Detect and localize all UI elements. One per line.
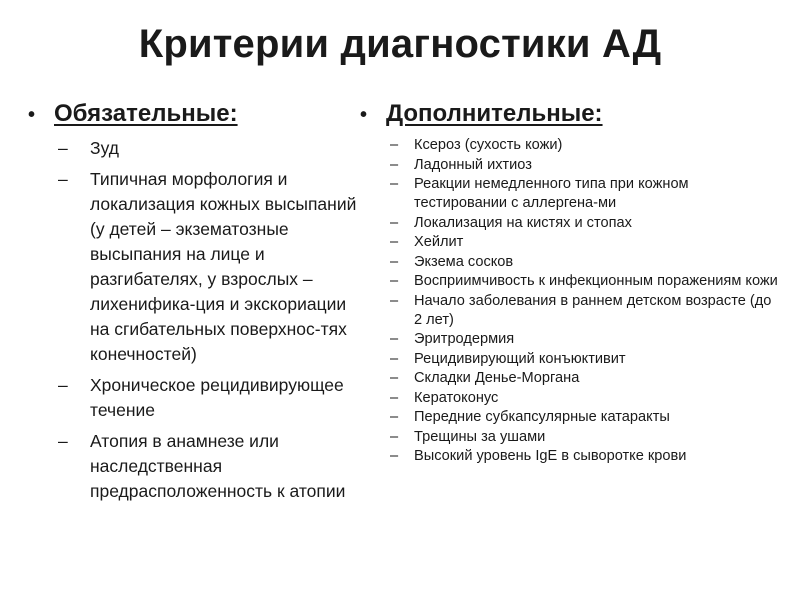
list-item: – Атопия в анамнезе или наследственная предрасположенность к атопии (58, 431, 346, 501)
dash-icon: – (390, 350, 399, 367)
mandatory-heading (28, 100, 358, 128)
list-item: – Складки Денье-Моргана (390, 370, 580, 386)
list-item: – Передние субкапсулярные катаракты (390, 409, 670, 425)
list-item: – Эритродермия (390, 331, 515, 347)
dash-icon: – (58, 375, 68, 395)
dash-icon: – (390, 292, 399, 309)
dash-icon: – (390, 137, 399, 153)
list-item: – Начало заболевания в раннем детском возрасте (до 2 лет) (390, 292, 772, 328)
list-item: – Реакции немедленного типа при кожном тестировании с аллергена-ми (390, 176, 689, 211)
mandatory-list (28, 136, 358, 504)
dash-icon: – (390, 448, 399, 464)
dash-icon: – (390, 273, 399, 289)
dash-icon: – (390, 253, 399, 270)
dash-icon: – (390, 409, 399, 425)
dash-icon: – (390, 214, 399, 231)
mandatory-heading-text: Обязательные: (54, 100, 238, 127)
dash-icon: – (390, 176, 399, 192)
dash-icon: – (58, 431, 68, 451)
list-item: – Хейлит (390, 234, 464, 250)
bullet-icon: • (360, 104, 368, 126)
list-item: – Типичная морфология и локализация кожных высыпаний (у детей – экзематозные высыпания на лице и разгибателях, у взрослых – лихенифика-ция и экскориации на сгибательных поверхнос-тях конечностей) (58, 169, 357, 364)
additional-criteria-column (360, 100, 780, 467)
list-item: – Локализация на кистях и стопах (390, 214, 632, 231)
list-item: – Зуд (28, 136, 358, 161)
dash-icon: – (390, 156, 399, 173)
dash-icon: – (390, 234, 399, 250)
mandatory-criteria-column (28, 100, 358, 510)
list-item: – Хроническое рецидивирующее течение (58, 375, 344, 420)
list-item: – Рецидивирующий конъюктивит (390, 350, 626, 367)
bullet-icon: • (28, 104, 36, 126)
dash-icon: – (58, 138, 68, 158)
additional-list (360, 136, 780, 466)
additional-heading-text: Дополнительные: (386, 100, 603, 127)
additional-heading (360, 100, 780, 128)
slide-title: Критерии диагностики АД (138, 22, 662, 66)
list-item: – Трещины за ушами (390, 428, 546, 445)
dash-icon: – (390, 428, 399, 445)
dash-icon: – (390, 370, 399, 386)
dash-icon: – (390, 331, 399, 347)
list-item: – Восприимчивость к инфекционным поражениям кожи (390, 273, 778, 289)
list-item: – Ксероз (сухость кожи) (390, 137, 563, 153)
dash-icon: – (390, 389, 399, 406)
list-item: – Высокий уровень IgE в сыворотке крови (390, 448, 687, 464)
dash-icon: – (58, 169, 68, 189)
list-item: – Ладонный ихтиоз (390, 156, 532, 173)
list-item: – Экзема сосков (390, 253, 514, 270)
list-item: – Кератоконус (390, 389, 499, 406)
